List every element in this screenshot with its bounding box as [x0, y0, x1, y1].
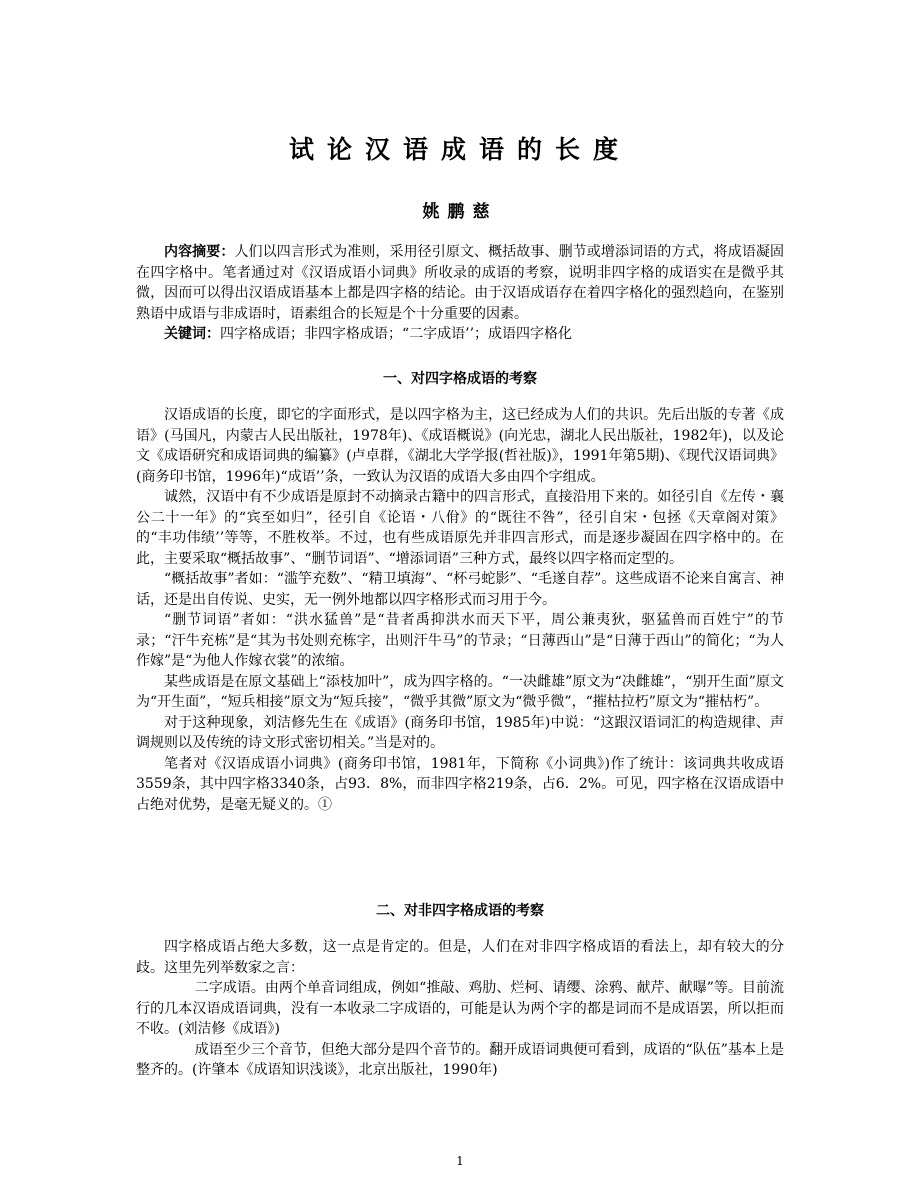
paper-title: 试论汉语成语的长度	[288, 135, 631, 164]
abstract-paragraph	[136, 242, 784, 324]
paragraph: 四字格成语占绝大多数，这一点是肯定的。但是，人们在对非四字格成语的看法上，却有较大的分歧。这里先列举数家之言：	[136, 939, 784, 976]
quote-paragraph: 二字成语。由两个单音词组成，例如“推敲、鸡肋、烂柯、请缨、涂鸦、献芹、献曝”等。目前流行的几本汉语成语词典，没有一本收录二字成语的，可能是认为两个字的都是词而不是成语罢，所以拒而不收。(刘洁修《成语》)	[136, 980, 784, 1037]
keywords-text: 四字格成语；非四字格成语；“二字成语’’；成语四字格化	[220, 326, 573, 342]
paragraph: “概括故事”者如：“滥竽充数”、“精卫填海”、“杯弓蛇影”、“毛遂自荐”。这些成语不论来自寓言、神话，还是出自传说、史实，无一例外地都以四字格形式而习用于今。	[136, 571, 784, 608]
paragraph: “删节词语”者如：“洪水猛兽”是“昔者禹抑洪水而天下平，周公兼夷狄，驱猛兽而百姓宁”的节录；“汗牛充栋”是“其为书处则充栋字，出则汗牛马”的节录；“日薄西山”是“日薄于西山”的简化；“为人作嫁”是“为他人作嫁衣裳”的浓缩。	[136, 612, 784, 669]
abstract-block	[136, 242, 784, 345]
quote-paragraph: 成语至少三个音节，但绝大部分是四个音节的。翻开成语词典便可看到，成语的“队伍”基本上是整齐的。(许肇本《成语知识浅谈》，北京出版社，1990年)	[136, 1041, 784, 1078]
author-name: 姚鹏慈	[422, 202, 498, 222]
page-number: 1	[456, 1154, 464, 1168]
paragraph: 笔者对《汉语成语小词典》(商务印书馆，1981年，下简称《小词典》)作了统计：该词典共收成语3559条，其中四字格3340条，占93．8%，而非四字格219条，占6．2%。可见，四字格在汉语成语中占绝对优势，是毫无疑义的。①	[136, 755, 784, 813]
section-1-body	[136, 405, 784, 815]
paragraph: 汉语成语的长度，即它的字面形式，是以四字格为主，这已经成为人们的共识。先后出版的专著《成语》(马国凡，内蒙古人民出版社，1978年)、《成语概说》(向光忠，湖北人民出版社，1982年)，以及论文《成语研究和成语词典的编纂》(卢卓群，《湖北大学学报(哲社版)》，1991年第5期)、《现代汉语词典》 (商务印书馆，1996年)“成语’’条，一致认为汉语的成语大多由四个字组成。	[136, 407, 784, 485]
section-heading-1: 一、对四字格成语的考察	[383, 371, 537, 387]
keywords-paragraph	[136, 324, 784, 345]
paragraph: 某些成语是在原文基础上“添枝加叶”，成为四字格的。“一决雌雄”原文为“决雌雄”，“别开生面”原文为“开生面”，“短兵相接”原文为“短兵接”，“微乎其微”原文为“微乎微”，“摧枯拉朽”原文为“摧枯朽”。	[136, 673, 784, 710]
abstract-text: 人们以四言形式为准则，采用径引原文、概括故事、删节或增添词语的方式，将成语凝固在四字格中。笔者通过对《汉语成语小词典》所收录的成语的考察，说明非四字格的成语实在是微乎其微，因而可以得出汉语成语基本上都是四字格的结论。由于汉语成语存在着四字格化的强烈趋向，在鉴别熟语中成语与非成语时，语素组合的长短是个十分重要的因素。	[136, 244, 785, 322]
section-heading-2: 二、对非四字格成语的考察	[376, 903, 544, 919]
abstract-label: 内容摘要：	[164, 244, 235, 260]
section-2-body	[136, 937, 784, 1081]
keywords-label: 关键词：	[164, 326, 220, 342]
paragraph: 对于这种现象，刘洁修先生在《成语》(商务印书馆，1985年)中说：“这跟汉语词汇的构造规律、声调规则以及传统的诗文形式密切相关。”当是对的。	[136, 714, 784, 751]
paragraph: 诚然，汉语中有不少成语是原封不动摘录古籍中的四言形式，直接沿用下来的。如径引自《左传・襄公二十一年》的“宾至如归”，径引自《论语・八佾》的“既往不咎”，径引自宋・包拯《天章阁对策》的“丰功伟绩’’等等，不胜枚举。不过，也有些成语原先并非四言形式，而是逐步凝固在四字格中的。在此，主要采取“概括故事”、“删节词语”、“增添词语”三种方式，最终以四字格而定型的。	[136, 489, 784, 567]
